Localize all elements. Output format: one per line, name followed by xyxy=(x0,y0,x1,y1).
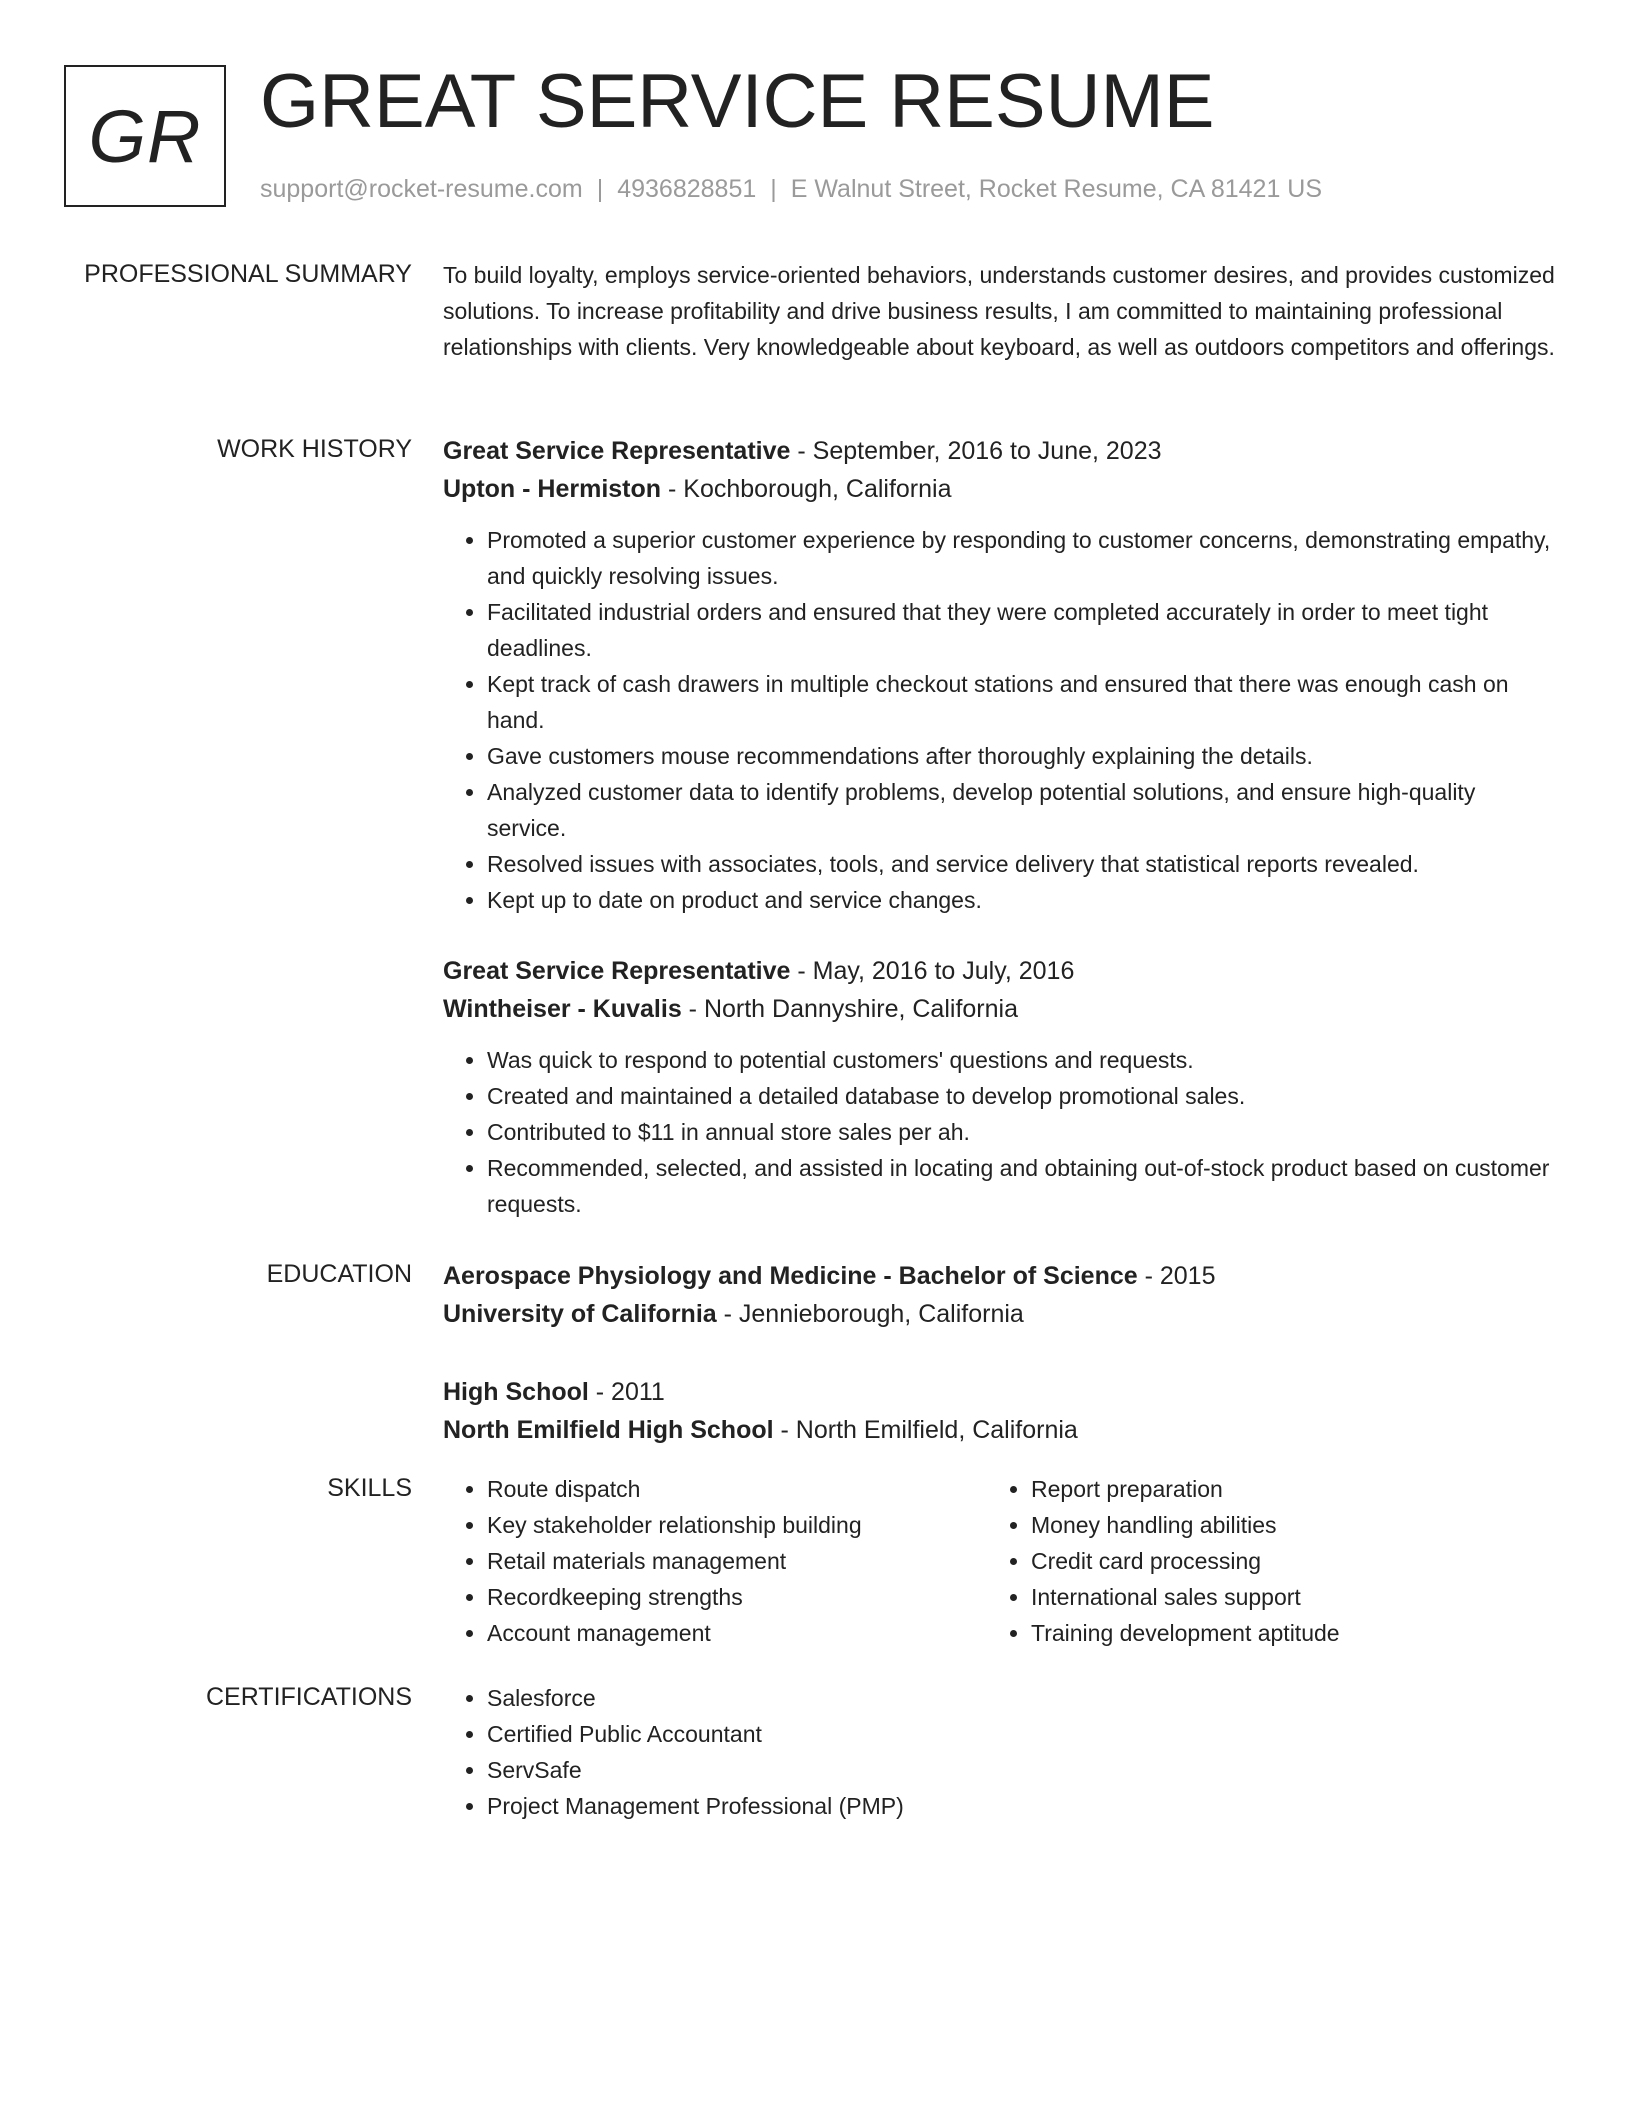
resume-title: GREAT SERVICE RESUME xyxy=(260,59,1215,144)
contact-separator: | xyxy=(770,175,777,203)
skills-columns xyxy=(443,1471,1555,1651)
monogram-initials: GR xyxy=(88,94,202,178)
contact-address: E Walnut Street, Rocket Resume, CA 81421 US xyxy=(790,175,1323,203)
section-label-certifications: CERTIFICATIONS xyxy=(205,1683,412,1711)
certification-item: • Salesforce xyxy=(487,1680,1555,1716)
skill-item: • Credit card processing xyxy=(1031,1543,1531,1579)
education-year: - 2015 xyxy=(1137,1262,1216,1290)
skills-body xyxy=(443,1471,1555,1651)
job-entry xyxy=(443,952,1555,1222)
education-degree: Aerospace Physiology and Medicine - Bachelor of Science xyxy=(443,1262,1138,1290)
work-history-body xyxy=(443,432,1555,1222)
job-dates: - September, 2016 to June, 2023 xyxy=(790,437,1162,465)
job-bullet: • Was quick to respond to potential customers' questions and requests. xyxy=(487,1042,1555,1078)
job-bullet: • Promoted a superior customer experience by responding to customer concerns, demonstrating empathy, and quickly resolving issues. xyxy=(487,522,1555,594)
job-title-line xyxy=(443,952,1555,990)
skill-item: • Route dispatch xyxy=(487,1471,987,1507)
skill-item: • Money handling abilities xyxy=(1031,1507,1531,1543)
skill-item: • Report preparation xyxy=(1031,1471,1531,1507)
job-title-line xyxy=(443,432,1555,470)
education-location: - Jennieborough, California xyxy=(716,1300,1024,1328)
job-bullet: • Resolved issues with associates, tools, and service delivery that statistical reports revealed. xyxy=(487,846,1555,882)
education-degree: High School xyxy=(443,1378,589,1406)
education-school: North Emilfield High School xyxy=(443,1416,774,1444)
job-bullet: • Contributed to $11 in annual store sales per ah. xyxy=(487,1114,1555,1150)
summary-text: To build loyalty, employs service-oriented behaviors, understands customer desires, and provides customized solutions. To increase profitability and drive business results, I am committed to maintaining professional relationships with clients. Very knowledgeable about keyboard, as well as outdoors competitors and offerings. xyxy=(443,262,1555,360)
section-label-skills: SKILLS xyxy=(327,1474,412,1502)
skill-item: • Retail materials management xyxy=(487,1543,987,1579)
contact-phone[interactable]: 4936828851 xyxy=(617,175,757,203)
certification-item: • Project Management Professional (PMP) xyxy=(487,1788,1555,1824)
job-title: Great Service Representative xyxy=(443,957,791,985)
job-bullet: • Kept up to date on product and service changes. xyxy=(487,882,1555,918)
summary-body xyxy=(443,257,1555,365)
skills-list-left xyxy=(443,1471,987,1651)
skill-item: • Training development aptitude xyxy=(1031,1615,1531,1651)
job-bullet: • Facilitated industrial orders and ensured that they were completed accurately in order to meet tight deadlines. xyxy=(487,594,1555,666)
education-year: - 2011 xyxy=(588,1378,665,1406)
job-dates: - May, 2016 to July, 2016 xyxy=(790,957,1075,985)
job-bullet: • Kept track of cash drawers in multiple checkout stations and ensured that there was enough cash on hand. xyxy=(487,666,1555,738)
skill-item: • Recordkeeping strengths xyxy=(487,1579,987,1615)
job-company: Wintheiser - Kuvalis xyxy=(443,995,682,1023)
education-location: - North Emilfield, California xyxy=(773,1416,1078,1444)
education-degree-line xyxy=(443,1257,1555,1295)
job-bullet-list xyxy=(443,522,1555,918)
contact-separator: | xyxy=(596,175,604,203)
job-company: Upton - Hermiston xyxy=(443,475,662,503)
job-location: - North Dannyshire, California xyxy=(681,995,1018,1023)
skill-item: • Account management xyxy=(487,1615,987,1651)
contact-line xyxy=(260,172,1322,206)
education-degree-line xyxy=(443,1373,1555,1411)
certifications-list xyxy=(443,1680,1555,1824)
job-company-line xyxy=(443,990,1555,1028)
section-label-education: EDUCATION xyxy=(266,1260,412,1288)
education-entry xyxy=(443,1373,1555,1449)
certification-item: • Certified Public Accountant xyxy=(487,1716,1555,1752)
job-title: Great Service Representative xyxy=(443,437,791,465)
skill-item: • International sales support xyxy=(1031,1579,1531,1615)
job-bullet: • Gave customers mouse recommendations after thoroughly explaining the details. xyxy=(487,738,1555,774)
skill-item: • Key stakeholder relationship building xyxy=(487,1507,987,1543)
education-school: University of California xyxy=(443,1300,717,1328)
job-bullet: • Recommended, selected, and assisted in locating and obtaining out-of-stock product based on customer requests. xyxy=(487,1150,1555,1222)
monogram-badge xyxy=(64,65,226,207)
contact-email[interactable]: support@rocket-resume.com xyxy=(260,175,583,203)
certifications-body xyxy=(443,1680,1555,1824)
education-school-line xyxy=(443,1411,1555,1449)
skills-list-right xyxy=(987,1471,1531,1651)
section-label-work-history: WORK HISTORY xyxy=(217,435,412,463)
education-body xyxy=(443,1257,1555,1449)
job-entry xyxy=(443,432,1555,918)
job-bullet-list xyxy=(443,1042,1555,1222)
job-location: - Kochborough, California xyxy=(661,475,952,503)
job-bullet: • Created and maintained a detailed database to develop promotional sales. xyxy=(487,1078,1555,1114)
job-company-line xyxy=(443,470,1555,508)
education-entry xyxy=(443,1257,1555,1333)
education-school-line xyxy=(443,1295,1555,1333)
job-bullet: • Analyzed customer data to identify problems, develop potential solutions, and ensure high-quality service. xyxy=(487,774,1555,846)
certification-item: • ServSafe xyxy=(487,1752,1555,1788)
section-label-summary: PROFESSIONAL SUMMARY xyxy=(84,260,412,288)
